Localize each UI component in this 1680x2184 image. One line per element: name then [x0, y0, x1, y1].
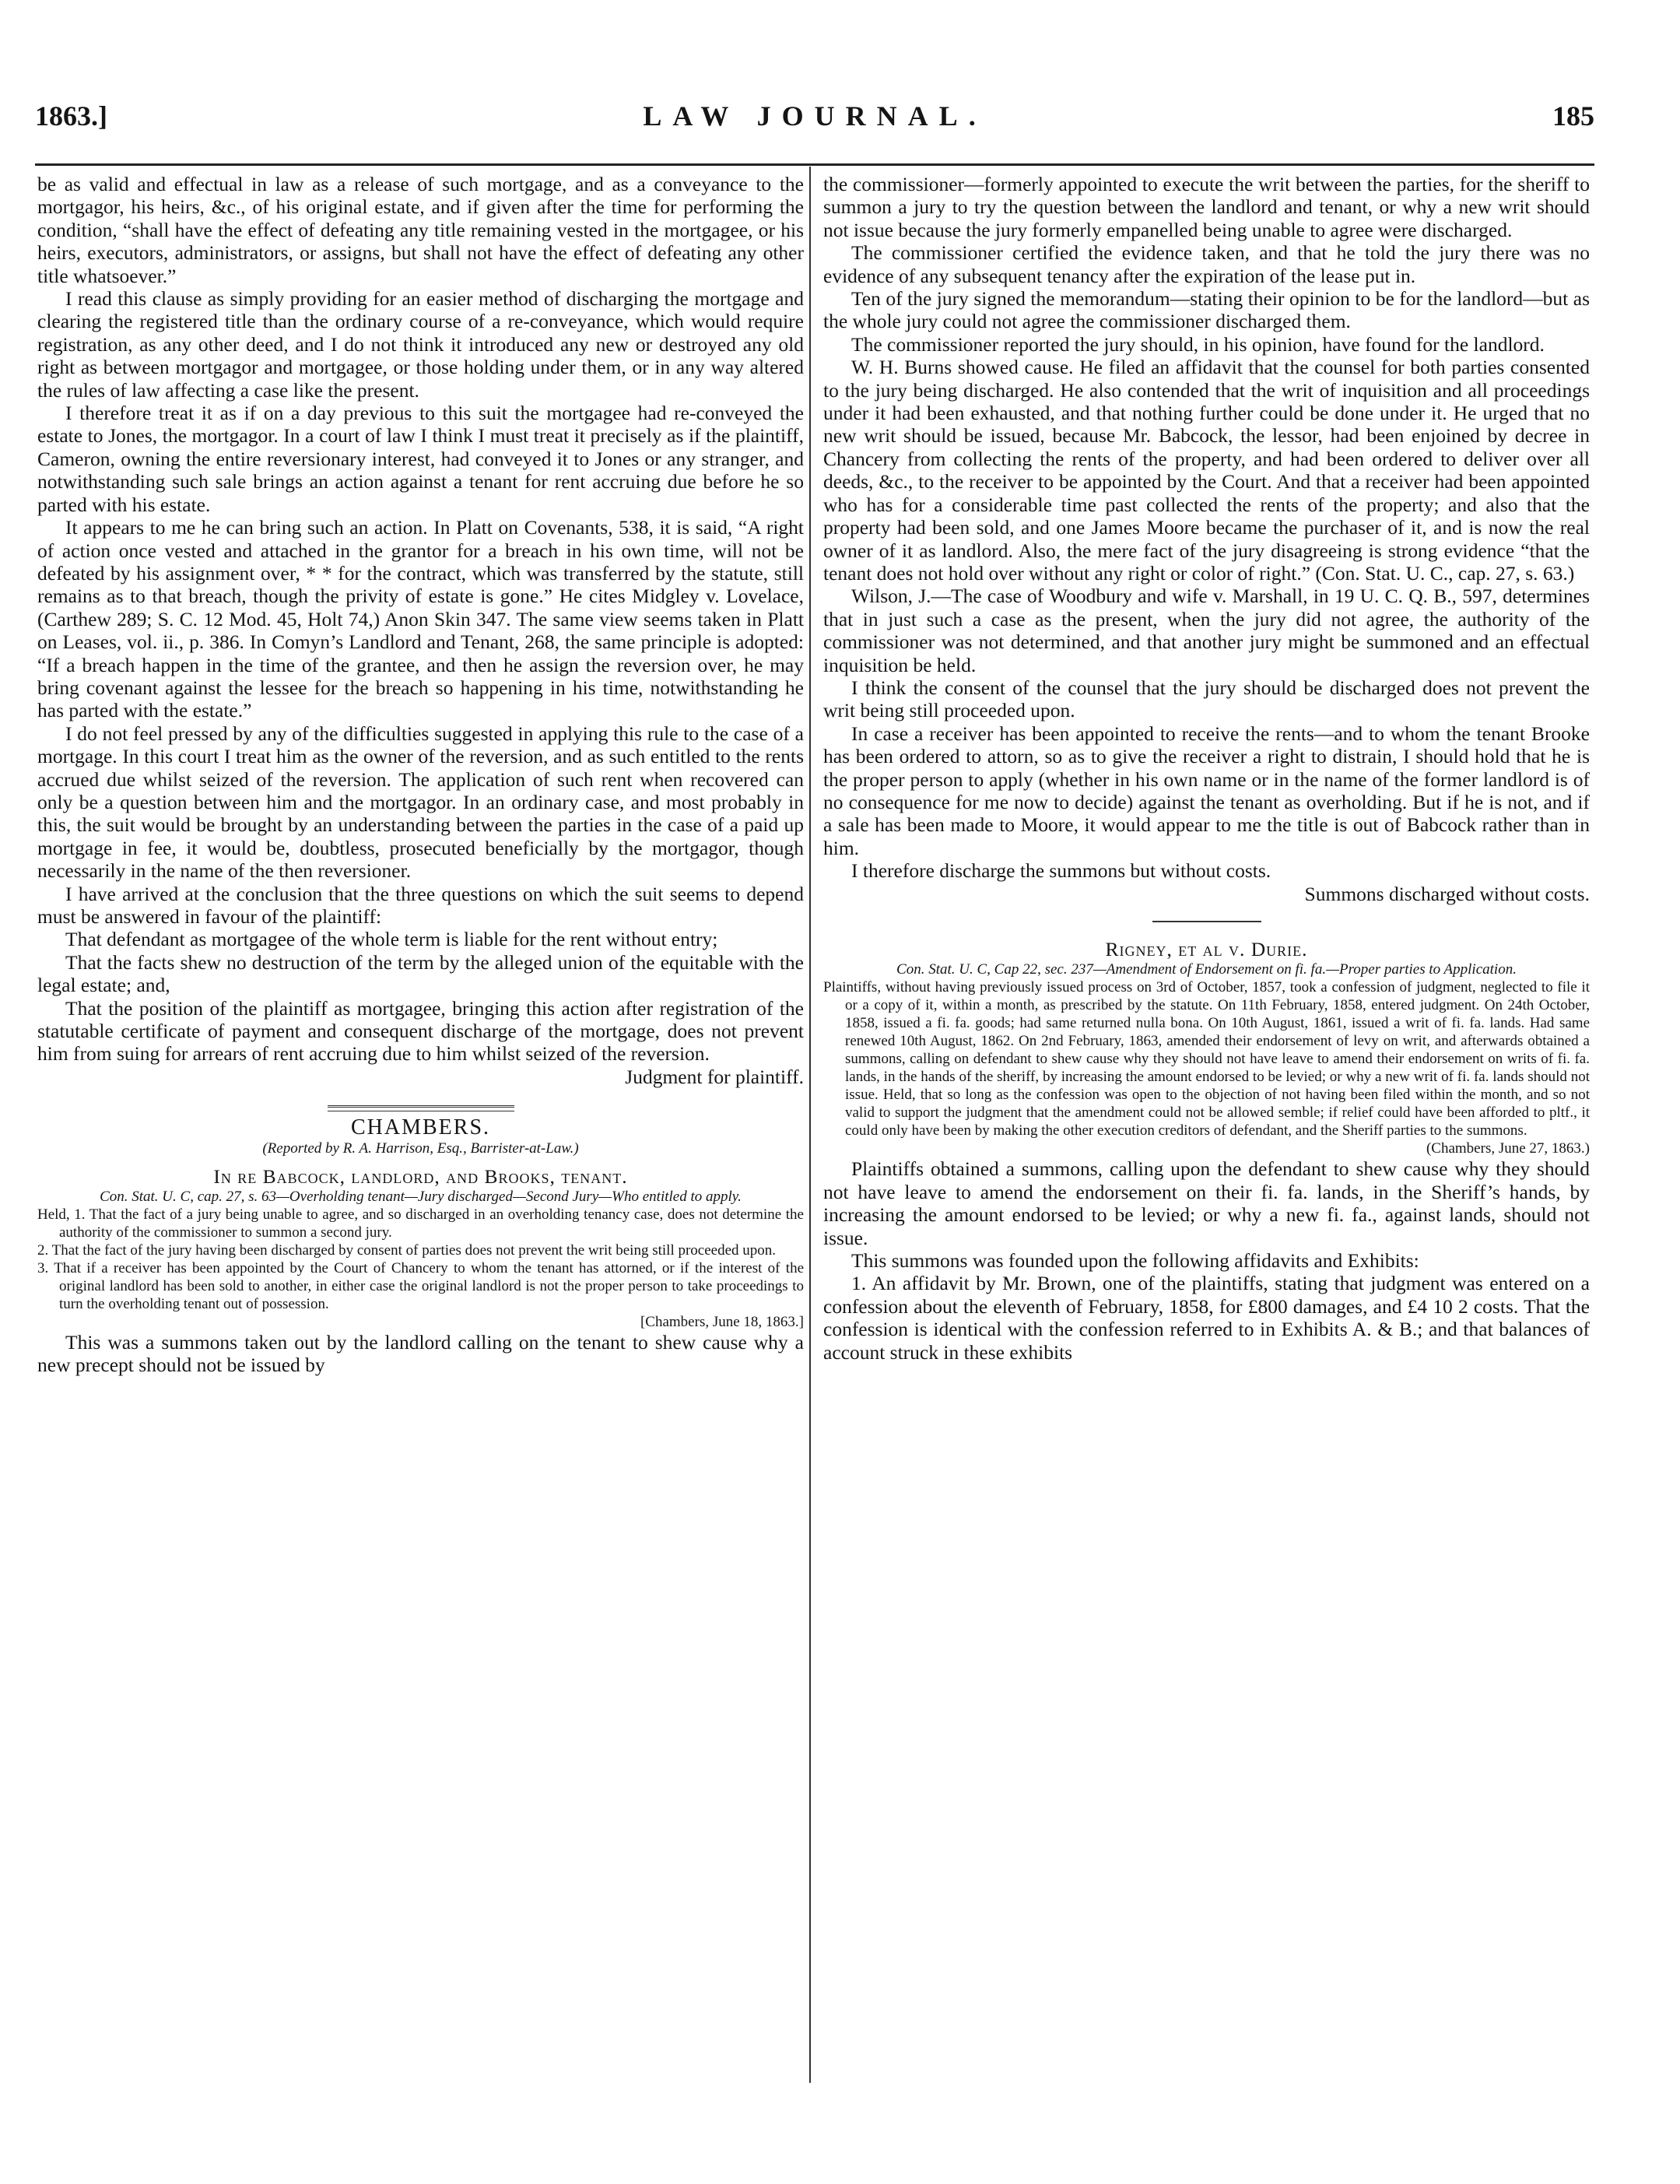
case-title: In re Babcock, landlord, and Brooks, tenant. [213, 1164, 628, 1188]
paragraph: It appears to me he can bring such an action. In Platt on Covenants, 538, it is said, “A right of action once vested and attached in the grantor for a breach in his own time, will not be defeated by his assignment over, * * for the contract, which was transferred by the statute, still remains as to that breach, though the privity of estate is gone.” He cites Midgley v. Lovelace, (Carthew 289; S. C. 12 Mod. 45, Holt 74,) Anon Skin 347. The same view seems taken in Platt on Leases, vol. ii., p. 386. In Comyn’s Landlord and Tenant, 268, the same principle is adopted: “If a breach happen in the time of the grantee, and then he assign the reversion over, he may bring covenant against the lessee for the breach so happening in his time, notwithstanding he has parted with the estate.” [37, 516, 804, 722]
paragraph: be as valid and effectual in law as a release of such mortgage, and as a conveyance to the mortgagor, his heirs, &c., of his original estate, and if given after the time for performing the condition, “shall have the effect of defeating any title remaining vested in the mortgagee, or his heirs, executors, administrators, or assigns, but shall not have the effect of defeating any other title whatsoever.” [37, 173, 804, 287]
paragraph: I have arrived at the conclusion that the three questions on which the suit seems to depend must be answered in favour of the plaintiff: [37, 882, 804, 928]
header-rule [35, 163, 1594, 166]
case-citation: Con. Stat. U. C, Cap 22, sec. 237—Amendment of Endorsement on fi. fa.—Proper parties to Application. [896, 961, 1517, 978]
paragraph: That the position of the plaintiff as mortgagee, bringing this action after registration of the statutable certificate of payment and consequent discharge of the mortgage, does not prevent him from suing for arrears of rent accruing due to him whilst seized of the reversion. [37, 996, 804, 1066]
reporter-credit: (Reported by R. A. Harrison, Esq., Barrister-at-Law.) [262, 1139, 579, 1157]
paragraph: Plaintiffs obtained a summons, calling upon the defendant to shew cause why they should not have leave to amend the endorsement on their fi. fa. lands, in the Sheriff’s hands, by increasing the amount endorsed to be levied; or why a new fi. fa., against lands, should not issue. [823, 1157, 1590, 1249]
paragraph: In case a receiver has been appointed to receive the rents—and to whom the tenant Brooke has been ordered to attorn, so as to give the receiver a right to distrain, I should hold that he is the proper person to apply (whether in his own name or in the name of the former landlord is of no consequence for me now to decide) against the tenant as overholding. But if he is not, and if a sale has been made to Moore, it would appear to me the title is out of Babcock rather than in him. [823, 722, 1590, 859]
paragraph: I therefore discharge the summons but without costs. [851, 859, 1271, 883]
paragraph: This summons was founded upon the following affidavits and Exhibits: [851, 1249, 1419, 1273]
case-title: Rigney, et al v. Durie. [1105, 938, 1308, 960]
column-divider [809, 167, 811, 2083]
page-header [35, 100, 1594, 146]
paragraph: I read this clause as simply providing for an easier method of discharging the mortgage and clearing the registered title than the ordinary course of a re-conveyance, which would require registration, as any other deed, and I do not think it introduced any new or destroyed any old right as between mortgagor and mortgagee, or those holding under them, or in any way altered the rules of law affecting a case like the present. [37, 287, 804, 402]
summons-result: Summons discharged without costs. [1304, 882, 1590, 905]
section-rule [328, 1105, 514, 1111]
spacer [37, 1157, 804, 1165]
right-column [823, 173, 1590, 2091]
chambers-date: (Chambers, June 27, 1863.) [1426, 1140, 1590, 1157]
paragraph: I do not feel pressed by any of the difficulties suggested in applying this rule to the case of a mortgage. In this court I treat him as the owner of the reversion, and as such entitled to the rents accrued due whilst seized of the reversion. The application of such rent when recovered can only be a question between him and the mortgagor. In an ordinary case, and most probably in this, the suit would be brought by an understanding between the parties in the case of a paid up mortgage in fee, it would be, doubtless, prosecuted beneficially by the mortgagor, though necessarily in the name of the then reversioner. [37, 722, 804, 883]
paragraph: Ten of the jury signed the memorandum—stating their opinion to be for the landlord—but as the whole jury could not agree the commissioner discharged them. [823, 287, 1590, 333]
headnote-text: Plaintiffs, without having previously issued process on 3rd of October, 1857, took a confession of judgment, neglected to file it or a copy of it, within a month, as prescribed by the statute. On 11th February, 1858, entered judgment. On 24th October, 1858, issued a fi. fa. goods; had same returned nulla bona. On 10th August, 1861, issued a writ of fi. fa. lands. Had same renewed 10th August, 1862. On 2nd February, 1863, amended their endorsement of levy on writ, and afterwards obtained a summons, calling on defendant to shew cause why they should not have leave to amend their endorsement on writs of fi. fa. lands, in the hands of the sheriff, by increasing the amount endorsed to be levied; or why a new writ of fi. fa. lands should not issue. Held, that so long as the confession was open to the objection of not having been filed within the month, and so not valid to support the judgment that the amendment could not be allowed semble; if relief could have been afforded to pltf., it could only have been by making the other execution creditors of defendant, and the Sheriff parties to the summons. [823, 979, 1590, 1139]
paragraph: That the facts shew no destruction of the term by the alleged union of the equitable with the legal estate; and, [37, 950, 804, 997]
case-citation: Con. Stat. U. C, cap. 27, s. 63—Overholding tenant—Jury discharged—Second Jury—Who entitled to apply. [100, 1189, 742, 1206]
paragraph: The commissioner reported the jury should, in his opinion, have found for the landlord. [851, 332, 1545, 356]
paragraph: W. H. Burns showed cause. He filed an affidavit that the counsel for both parties consented to the jury being discharged. He also contended that the writ of inquisition and all proceedings under it had been exhausted, and that nothing further could be done under it. He urged that no new writ should be issued, because Mr. Babcock, the lessor, had been enjoined by decree in Chancery from collecting the rents of the property, and had been ordered to deliver over all deeds, &c., to the receiver to be appointed by the Court. And that a receiver had been appointed who has for a considerable time past collected the rents of the property; and also that the property had been sold, and one James Moore became the purchaser of it, and is now the real owner of it as landlord. Also, the mere fact of the jury disagreeing is strong evidence “that the tenant does not hold over without any right or color of right.” (Con. Stat. U. C., cap. 27, s. 63.) [823, 356, 1590, 585]
judgment-line: Judgment for plaintiff. [625, 1065, 804, 1088]
section-rule [1152, 921, 1261, 922]
paragraph: This was a summons taken out by the landlord calling on the tenant to shew cause why a new precept should not be issued by [37, 1331, 804, 1377]
paragraph: Wilson, J.—The case of Woodbury and wife v. Marshall, in 19 U. C. Q. B., 597, determines that in just such a case as the present, when the jury did not agree, the authority of the commissioner was not determined, and that another jury might be summoned and an effectual inquisition be held. [823, 585, 1590, 676]
paragraph: The commissioner certified the evidence taken, and that he told the jury there was no evidence of any subsequent tenancy after the expiration of the lease put in. [823, 241, 1590, 287]
header-year: 1863.] [35, 100, 107, 132]
paragraph: the commissioner—formerly appointed to execute the writ between the parties, for the sheriff to summon a jury to try the question between the landlord and tenant, or why a new writ should not issue because the jury formerly empanelled being unable to agree were discharged. [823, 173, 1590, 241]
journal-title: LAW JOURNAL. [643, 100, 987, 132]
chambers-date: [Chambers, June 18, 1863.] [640, 1314, 804, 1331]
paragraph: I therefore treat it as if on a day previous to this suit the mortgagee had re-conveyed the estate to Jones, the mortgagor. In a court of law I think I must treat it precisely as if the plaintiff, Cameron, owning the entire reversionary interest, had conveyed it to Jones or any stranger, and notwithstanding such sale brings an action against a tenant for rent accruing due before he so parted with his estate. [37, 402, 804, 516]
held-point: 3. That if a receiver has been appointed by the Court of Chancery to whom the tenant has attorned, or if the interest of the original landlord has been sold to another, in either case the original landlord is not the proper person to take proceedings to turn the overholding tenant out of possession. [37, 1260, 804, 1313]
page-number: 185 [1552, 100, 1594, 132]
headnote [823, 978, 1590, 1157]
held-point: Held, 1. That the fact of a jury being unable to agree, and so discharged in an overholding tenancy case, does not determine the authority of the commissioner to summon a second jury. [37, 1206, 804, 1241]
paragraph: That defendant as mortgagee of the whole term is liable for the rent without entry; [65, 928, 718, 951]
held-point: 2. That the fact of the jury having been discharged by consent of parties does not prevent the writ being still proceeded upon. [37, 1242, 777, 1259]
paragraph: I think the consent of the counsel that the jury should be discharged does not prevent the writ being still proceeded upon. [823, 676, 1590, 722]
section-heading: CHAMBERS. [350, 1115, 491, 1140]
headnote [37, 1206, 804, 1331]
left-column [37, 173, 804, 2091]
paragraph: 1. An affidavit by Mr. Brown, one of the plaintiffs, stating that judgment was entered on a confession about the eleventh of February, 1858, for £800 damages, and £4 10 2 costs. That the confession is identical with the confession referred to in Exhibits A. & B.; and that balances of account struck in these exhibits [823, 1272, 1590, 1364]
